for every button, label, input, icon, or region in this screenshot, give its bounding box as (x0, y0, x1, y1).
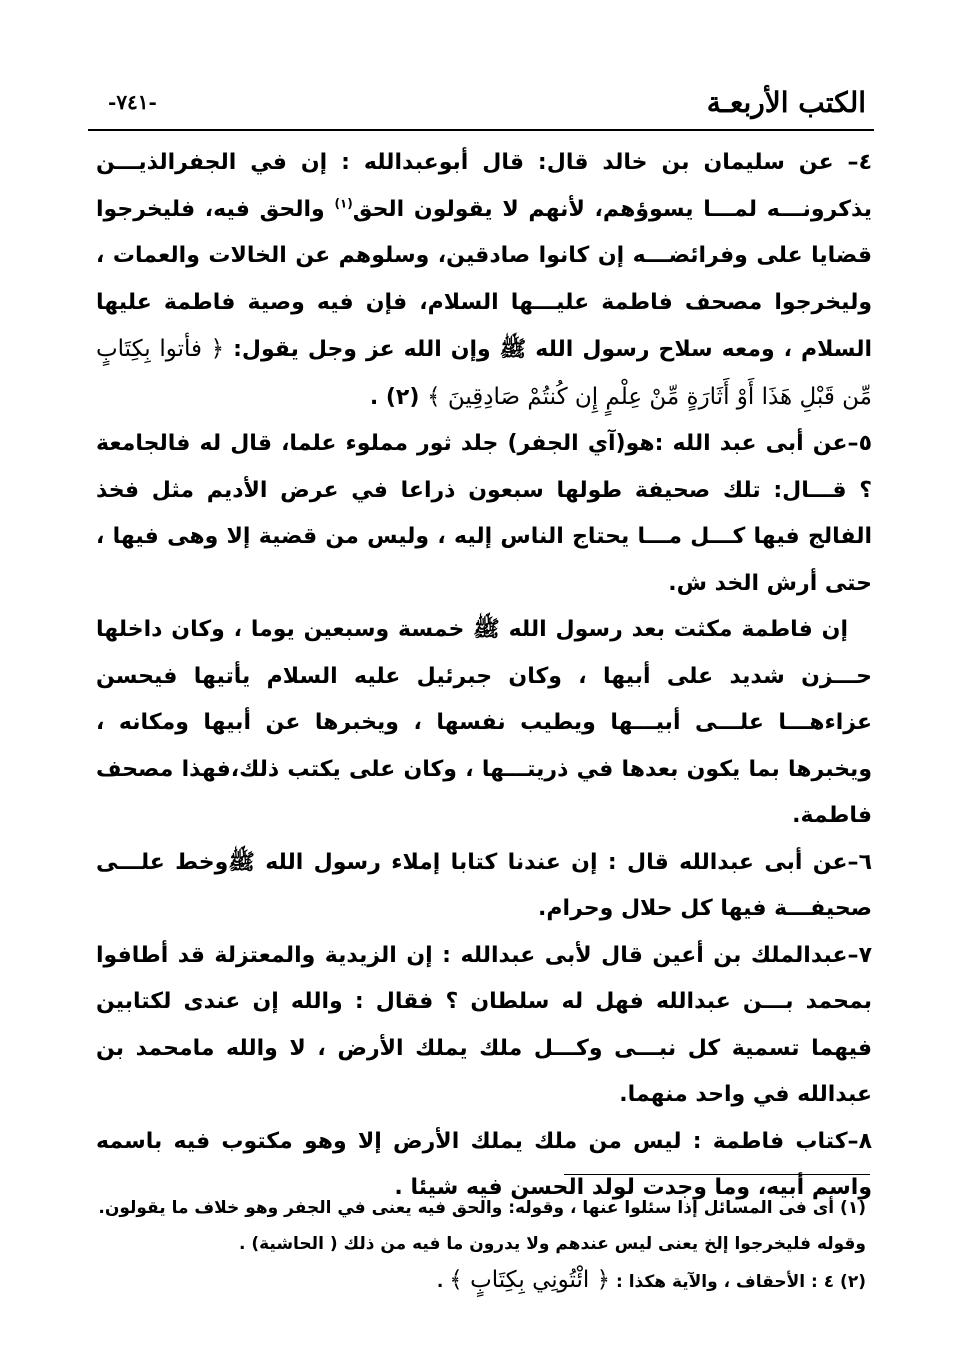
footnote-ref-1: (١) (334, 196, 353, 211)
paragraph-4-tail: (٢) . (369, 384, 428, 410)
footnote-2-lead: (٢) ٤ : الأحقاف ، والآية هكذا : (610, 1272, 866, 1292)
footnote-2-verse: ﴿ ائْتُونِي بِكِتَابٍ ﴾ (449, 1267, 611, 1293)
footnotes (96, 1190, 866, 1300)
page-header (88, 86, 874, 126)
header-rule (88, 129, 874, 131)
running-title: الكتب الأربعـة (706, 86, 866, 119)
page-number: -٧٤١- (108, 90, 157, 114)
paragraph-5: ٥–عن أبى عبد الله :هو(آي الجفر) جلد ثور مملوء علما، قال له فالجامعة ؟ قـــال: تلك صحيفة طولها سبعون ذراعا في عرض الأديم مثل فخذ الفالج فيها كـــل مـــا يحتاج الناس إليه ، وليس من قضية إلا وهى فيها ، حتى أرش الخد ش. (96, 431, 872, 596)
paragraph-4 (96, 140, 872, 421)
footnote-rule (564, 1174, 870, 1175)
paragraph-4-mid: والحق فيه، فليخرجوا قضايا على وفرائضـــه إن كانوا صادقين، وسلوهم عن الخالات والعمات ، وليخرجوا مصحف فاطمة عليـــها السلام، فإن فيه وصية فاطمة عليها السلام ، ومعه سلاح رسول الله ﷺ وإن الله عز وجل يقول: (96, 196, 872, 362)
quran-verse: ﴿ فأتوا بِكِتَابٍ مِّن قَبْلِ هَذَا أَوْ أَثَارَةٍ مِّنْ عِلْمٍ إِن كُنتُمْ صَادِقِينَ ﴾ (96, 336, 872, 410)
paragraph-fatima: إن فاطمة مكثت بعد رسول الله ﷺ خمسة وسبعين يوما ، وكان داخلها حـــزن شديد على أبيها ، وكان جبرئيل عليه السلام يأتيها فيحسن عزاءهـــا علـــى أبيـــها ويطيب نفسها ، ويخبرها عن أبيها ومكانه ، ويخبرها بما يكون بعدها في ذريتـــها ، وكان على يكتب ذلك،فهذا مصحف فاطمة. (96, 617, 872, 828)
footnote-2 (96, 1262, 866, 1300)
footnote-1: (١) أى فى المسائل إذا سئلوا عنها ، وقوله: والحق فيه يعنى في الجفر وهو خلاف ما يقولون. وقوله فليخرجوا إلخ يعنى ليس عندهم ولا يدرون ما فيه من ذلك ( الحاشية) . (98, 1198, 866, 1254)
paragraph-7: ٧–عبدالملك بن أعين قال لأبى عبدالله : إن الزيدية والمعتزلة قد أطافوا بمحمد بـــن عبدالله فهل له سلطان ؟ فقال : والله إن عندى لكتابين فيهما تسمية كل نبـــى وكـــل ملك يملك الأرض ، لا والله مامحمد بن عبدالله في واحد منهما. (96, 942, 872, 1107)
main-text (96, 140, 872, 1212)
footnote-2-tail: . (436, 1272, 450, 1292)
paragraph-6: ٦–عن أبى عبدالله قال : إن عندنا كتابا إملاء رسول الله ﷺوخط علـــى صحيفـــة فيها كل حلال وحرام. (96, 849, 872, 921)
paragraph-4-lead: ٤– عن سليمان بن خالد قال: قال أبوعبدالله : إن في الجفرالذيـــن يذكرونـــه لمـــا يسوؤهم، لأنهم لا يقولون الحق (96, 150, 872, 222)
paragraph-8: ٨–كتاب فاطمة : ليس من ملك يملك الأرض إلا وهو مكتوب فيه باسمه واسم أبيه، وما وجدت لولد الحسن فيه شيئا . (96, 1128, 872, 1200)
